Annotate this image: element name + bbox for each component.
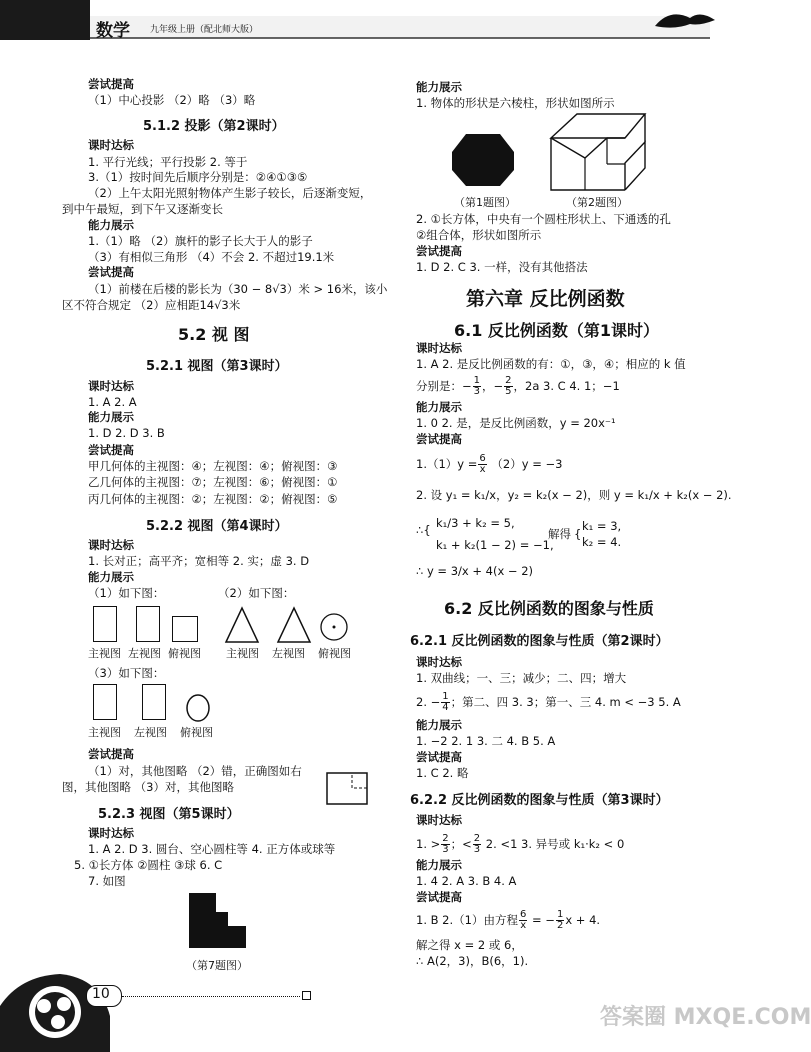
heading-try: 尝试提高 bbox=[88, 443, 134, 457]
footer-square-icon bbox=[302, 991, 311, 1000]
text: 分别是：− bbox=[416, 379, 472, 393]
system-brace: ∴{ bbox=[416, 523, 431, 537]
heading-ability: 能力展示 bbox=[416, 80, 462, 94]
front-view-rect bbox=[93, 606, 117, 642]
text: x + 4. bbox=[565, 913, 601, 927]
question7-figure bbox=[186, 890, 252, 952]
text: 区不符合规定 （2）应相距14√3米 bbox=[62, 298, 241, 312]
text: 2. 设 y₁ = k₁/x，y₂ = k₂(x − 2)，则 y = k₁/x + k₂(x − 2). bbox=[416, 488, 732, 502]
footer-flower-logo bbox=[0, 966, 130, 1052]
heading-try: 尝试提高 bbox=[416, 244, 462, 258]
text: 1. 4 2. A 3. B 4. A bbox=[416, 874, 517, 888]
text: （2）y = −3 bbox=[487, 457, 563, 471]
text: （1）对，其他图略 （2）错，正确图如右 bbox=[88, 764, 302, 778]
footer-dotted-rule bbox=[122, 996, 300, 997]
fraction: $\frac{6}{x}$ bbox=[519, 909, 527, 931]
heading-try: 尝试提高 bbox=[416, 750, 462, 764]
answer-line bbox=[416, 692, 681, 713]
text: 1. B 2.（1）由方程 bbox=[416, 913, 518, 927]
text: 到中午最短，到下午又逐渐变长 bbox=[62, 202, 223, 216]
section-title: 5.2 视 图 bbox=[178, 325, 250, 344]
section-title: 6.2 反比例函数的图象与性质 bbox=[444, 599, 654, 618]
text: k₁ = 3, bbox=[582, 519, 622, 533]
heading-goal: 课时达标 bbox=[416, 813, 462, 827]
text: 1.（1）y = bbox=[416, 457, 478, 471]
text: 1. 长对正；高平齐；宽相等 2. 实；虚 3. D bbox=[88, 554, 310, 568]
front-view-rect bbox=[93, 684, 117, 720]
section-title: 6.1 反比例函数（第1课时） bbox=[454, 321, 660, 340]
header-grade: 九年级上册（配北师大版） bbox=[150, 25, 259, 35]
text: 1.（1）略 （2）旗杆的影子长大于人的影子 bbox=[88, 234, 313, 248]
text: 1. > bbox=[416, 837, 441, 851]
text: ②组合体，形状如图所示 bbox=[416, 228, 542, 242]
k-values-line bbox=[416, 376, 620, 397]
text: = − bbox=[528, 913, 555, 927]
heading-ability: 能力展示 bbox=[88, 410, 134, 424]
text: ，2a 3. C 4. 1；−1 bbox=[513, 379, 620, 393]
heading-ability: 能力展示 bbox=[88, 218, 134, 232]
caption: 俯视图 bbox=[180, 726, 213, 739]
text: ；< bbox=[450, 837, 472, 851]
heading-try: 尝试提高 bbox=[88, 747, 134, 761]
heading-ability: 能力展示 bbox=[416, 400, 462, 414]
text: （1）如下图： bbox=[88, 586, 165, 600]
heading-goal: 课时达标 bbox=[416, 341, 462, 355]
text: ；第二、四 3. 3；第一、三 4. m < −3 5. A bbox=[450, 695, 681, 709]
heading-goal: 课时达标 bbox=[416, 655, 462, 669]
correct-view-figure bbox=[326, 772, 370, 806]
heading-try: 尝试提高 bbox=[416, 432, 462, 446]
section-title: 5.1.2 投影（第2课时） bbox=[143, 119, 285, 134]
text: k₂ = 4. bbox=[582, 535, 622, 549]
text: （3）有相似三角形 （4）不会 2. 不超过19.1米 bbox=[88, 250, 335, 264]
fraction: $\frac{2}{3}$ bbox=[473, 833, 481, 855]
caption: 主视图 bbox=[226, 647, 259, 660]
text: 1. D 2. C 3. 一样，没有其他搭法 bbox=[416, 260, 588, 274]
heading-ability: 能力展示 bbox=[416, 858, 462, 872]
fraction: $\frac{1}{4}$ bbox=[442, 691, 449, 713]
caption: 俯视图 bbox=[318, 647, 351, 660]
caption: （第7题图） bbox=[186, 959, 248, 972]
header-subject: 数学 bbox=[96, 21, 130, 41]
hexagonal-prism-view bbox=[448, 130, 518, 190]
left-view-rect bbox=[142, 684, 166, 720]
caption: 左视图 bbox=[272, 647, 305, 660]
text: 1. 平行光线；平行投影 2. 等于 bbox=[88, 155, 248, 169]
text: 1. −2 2. 1 3. 二 4. B 5. A bbox=[416, 734, 556, 748]
text: 1. A 2. A bbox=[88, 395, 137, 409]
text: 5. ①长方体 ②圆柱 ③球 6. C bbox=[74, 858, 223, 872]
text: k₁ + k₂(1 − 2) = −1, bbox=[436, 538, 554, 552]
heading-goal: 课时达标 bbox=[88, 379, 134, 393]
text: 图，其他图略 （3）对，其他图略 bbox=[62, 780, 234, 794]
fraction: $\frac{6}{x}$ bbox=[479, 453, 486, 475]
cone-views-figure bbox=[222, 600, 362, 646]
page-number: 10 bbox=[92, 986, 110, 1002]
section-title: 6.2.2 反比例函数的图象与性质（第3课时） bbox=[410, 793, 669, 808]
section-title: 5.2.1 视图（第3课时） bbox=[146, 359, 288, 374]
heading-try: 尝试提高 bbox=[416, 890, 462, 904]
equation-line bbox=[416, 910, 600, 931]
heading-ability: 能力展示 bbox=[416, 718, 462, 732]
caption: 主视图 bbox=[88, 726, 121, 739]
text: 1. 0 2. 是，是反比例函数，y = 20x⁻¹ bbox=[416, 416, 616, 430]
text: ∴ y = 3/x + 4(x − 2) bbox=[416, 564, 534, 578]
text: 2. − bbox=[416, 695, 441, 709]
text: 1. D 2. D 3. B bbox=[88, 426, 165, 440]
heading-ability: 能力展示 bbox=[88, 570, 134, 584]
fraction: $\frac{2}{5}$ bbox=[505, 375, 512, 397]
section-title: 5.2.3 视图（第5课时） bbox=[98, 807, 240, 822]
caption: 左视图 bbox=[134, 726, 167, 739]
text: 1. 物体的形状是六棱柱，形状如图所示 bbox=[416, 96, 615, 110]
text: （3）如下图： bbox=[88, 666, 165, 680]
fraction: $\frac{1}{2}$ bbox=[556, 909, 564, 931]
watermark: 答案圈 MXQE.COM bbox=[600, 1005, 811, 1030]
fraction: $\frac{1}{3}$ bbox=[473, 375, 481, 397]
heading-goal: 课时达标 bbox=[88, 538, 134, 552]
heading-goal: 课时达标 bbox=[88, 826, 134, 840]
text: 解之得 x = 2 或 6， bbox=[416, 938, 523, 952]
text: 解得 bbox=[548, 527, 571, 541]
text: k₁/3 + k₂ = 5, bbox=[436, 516, 515, 530]
text: 乙几何体的主视图：⑦；左视图：⑥；俯视图：① bbox=[88, 475, 338, 489]
top-view-ellipse bbox=[184, 694, 214, 724]
text: 甲几何体的主视图：④；左视图：④；俯视图：③ bbox=[88, 459, 338, 473]
left-view-rect bbox=[136, 606, 160, 642]
page-header bbox=[0, 0, 750, 44]
text: 2. <1 3. 异号或 k₁·k₂ < 0 bbox=[482, 837, 625, 851]
caption: （第2题图） bbox=[566, 196, 628, 209]
answer-line bbox=[416, 834, 624, 855]
caption: （第1题图） bbox=[454, 196, 516, 209]
text: （1）前楼在后楼的影长为（30 − 8√3）米 > 16米，该小 bbox=[88, 282, 388, 296]
text: ∴ A(2，3)，B(6，1). bbox=[416, 954, 529, 968]
chapter-title: 第六章 反比例函数 bbox=[466, 288, 625, 310]
combined-solid-figure bbox=[545, 108, 655, 198]
fraction: $\frac{2}{3}$ bbox=[442, 833, 449, 855]
text: 2. ①长方体，中央有一个圆柱形状上、下通透的孔 bbox=[416, 212, 671, 226]
section-title: 6.2.1 反比例函数的图象与性质（第2课时） bbox=[410, 634, 669, 649]
section-title: 5.2.2 视图（第4课时） bbox=[146, 519, 288, 534]
solution-brace: { bbox=[574, 527, 582, 541]
heading-try: 尝试提高 bbox=[88, 77, 134, 91]
text: （2）上午太阳光照射物体产生影子较长，后逐渐变短， bbox=[88, 186, 372, 200]
caption: 俯视图 bbox=[168, 647, 201, 660]
text: 1. A 2. 是反比例函数的有：①，③，④；相应的 k 值 bbox=[416, 357, 686, 371]
heading-try: 尝试提高 bbox=[88, 265, 134, 279]
top-view-square bbox=[172, 616, 198, 642]
text: 丙几何体的主视图：②；左视图：②；俯视图：⑤ bbox=[88, 492, 338, 506]
text: （2）如下图： bbox=[218, 586, 295, 600]
equation-line bbox=[416, 454, 562, 475]
heading-goal: 课时达标 bbox=[88, 138, 134, 152]
text: （1）中心投影 （2）略 （3）略 bbox=[88, 93, 256, 107]
caption: 左视图 bbox=[128, 647, 161, 660]
caption: 主视图 bbox=[88, 647, 121, 660]
text: ，− bbox=[482, 379, 504, 393]
text: 1. C 2. 略 bbox=[416, 766, 469, 780]
text: 1. A 2. D 3. 圆台、空心圆柱等 4. 正方体或球等 bbox=[88, 842, 336, 856]
text: 3.（1）按时间先后顺序分别是：②④①③⑤ bbox=[88, 170, 308, 184]
text: 7. 如图 bbox=[88, 874, 126, 888]
text: 1. 双曲线；一、三；减少；二、四；增大 bbox=[416, 671, 627, 685]
